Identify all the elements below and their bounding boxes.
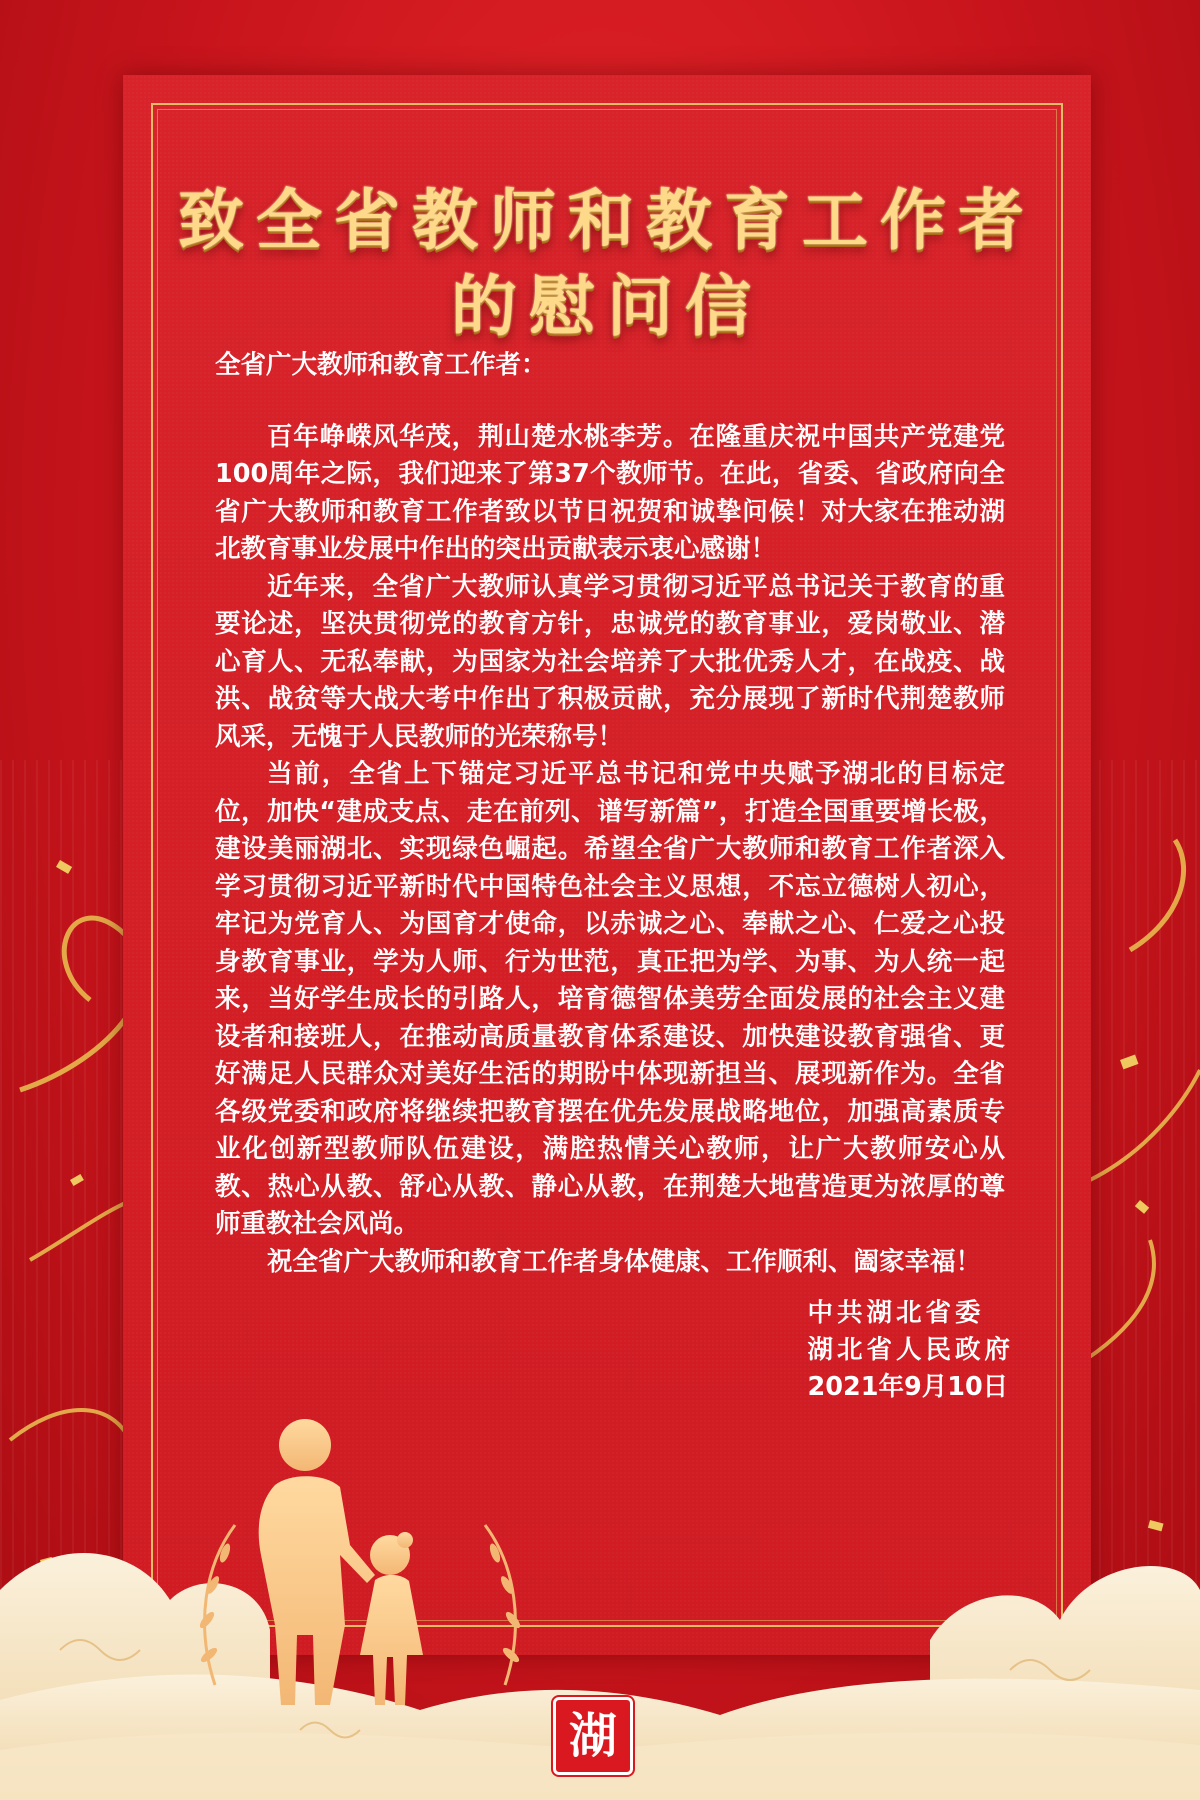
letter-body (215, 347, 1005, 1281)
signature-block (807, 1295, 1014, 1406)
paragraph-3: 当前，全省上下锚定习近平总书记和党中央赋予湖北的目标定位，加快“建成支点、走在前列、谱写新篇”，打造全国重要增长极，建设美丽湖北、实现绿色崛起。希望全省广大教师和教育工作者深入学习贯彻习近平新时代中国特色社会主义思想，不忘立德树人初心，牢记为党育人、为国育才使命，以赤诚之心、奉献之心、仁爱之心投身教育事业，学为人师、行为世范，真正把为学、为事、为人统一起来，当好学生成长的引路人，培育德智体美劳全面发展的社会主义建设者和接班人，在推动高质量教育体系建设、加快建设教育强省、更好满足人民群众对美好生活的期盼中体现新担当、展现新作为。全省各级党委和政府将继续把教育摆在优先发展战略地位，加强高素质专业化创新型教师队伍建设，满腔热情关心教师，让广大教师安心从教、热心从教、舒心从教、静心从教，在荆楚大地营造更为浓厚的尊师重教社会风尚。 (215, 759, 1005, 1239)
title-line-2: 的慰问信 (451, 267, 763, 345)
title-line-1: 致全省教师和教育工作者 (178, 181, 1036, 259)
paragraph-1: 百年峥嵘风华茂，荆山楚水桃李芳。在隆重庆祝中国共产党建党100周年之际，我们迎来了第37个教师节。在此，省委、省政府向全省广大教师和教育工作者致以节日祝贺和诚挚问候！对大家在推动湖北教育事业发展中作出的突出贡献表示衷心感谢！ (215, 421, 1005, 564)
paragraph-2: 近年来，全省广大教师认真学习贯彻习近平总书记关于教育的重要论述，坚决贯彻党的教育方针，忠诚党的教育事业，爱岗敬业、潜心育人、无私奉献，为国家为社会培养了大批优秀人才，在战疫、战洪、战贫等大战大考中作出了积极贡献，充分展现了新时代荆楚教师风采，无愧于人民教师的光荣称号！ (215, 571, 1005, 752)
hubei-logo: 湖 (553, 1697, 633, 1775)
signature-date: 2021年9月10日 (807, 1372, 1009, 1402)
paragraph-4: 祝全省广大教师和教育工作者身体健康、工作顺利、阖家幸福！ (267, 1246, 982, 1277)
signature-org-1: 中共湖北省委 (807, 1298, 985, 1328)
signature-org-2: 湖北省人民政府 (807, 1335, 1014, 1365)
teacher-child-silhouette (195, 1405, 525, 1715)
salutation: 全省广大教师和教育工作者： (215, 350, 547, 380)
